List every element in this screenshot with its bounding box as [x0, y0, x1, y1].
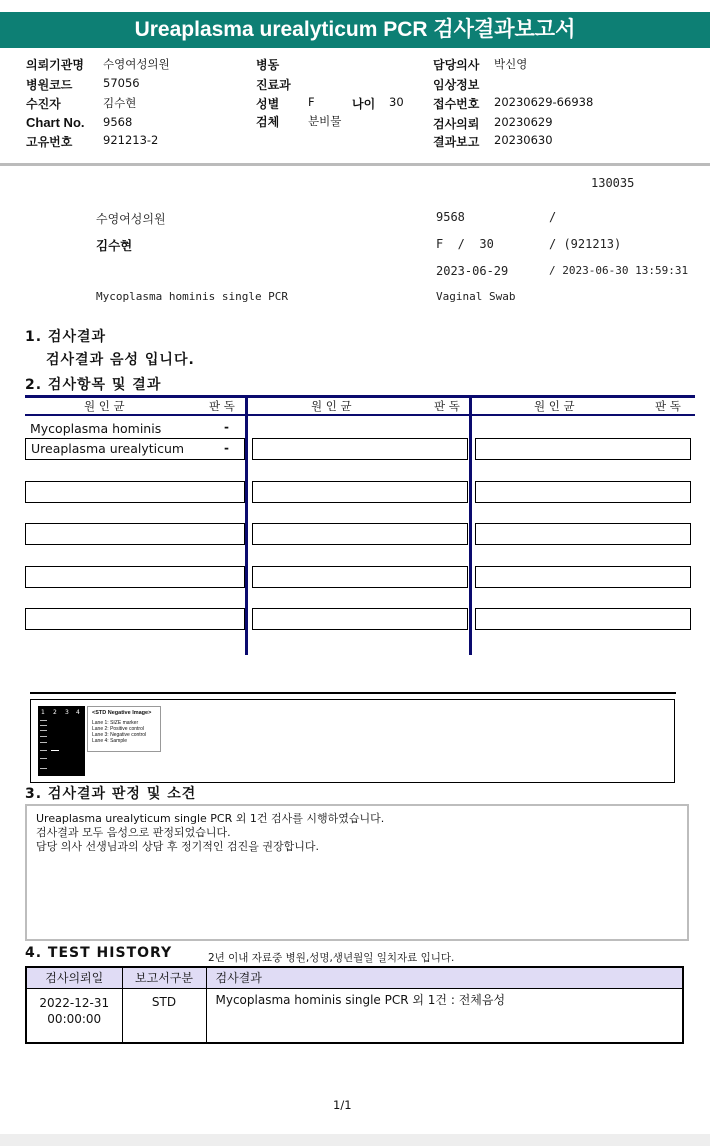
result-row-1: - [224, 420, 229, 434]
footer-band [0, 1134, 710, 1146]
gel-image-box [30, 699, 675, 783]
info-patient: 김수현 [96, 238, 133, 253]
info-chart: 9568 [436, 210, 465, 224]
empty-cell [252, 481, 468, 503]
lane-number: 2 [53, 709, 57, 716]
chart-no-value: 9568 [103, 115, 133, 129]
gel-band [40, 758, 47, 759]
doctor-value: 박신영 [494, 57, 528, 71]
pathogen-cell-row-2 [25, 438, 245, 460]
gel-card-title: <STD Negative Image> [92, 710, 152, 716]
patient-value: 김수현 [103, 96, 137, 110]
gel-band [40, 725, 47, 726]
header-divider [0, 163, 710, 166]
specimen-value: 분비물 [308, 114, 342, 128]
empty-cell [25, 608, 245, 630]
report-title: Ureaplasma urealyticum PCR 검사결과보고서 [0, 12, 710, 48]
receipt-no-label: 접수번호 [433, 97, 480, 111]
clinical-info-label: 임상정보 [433, 78, 480, 92]
gel-band [51, 750, 59, 751]
info-slash: / [549, 210, 557, 224]
history-col-date: 검사의뢰일 [26, 967, 122, 988]
opinion-box [25, 804, 689, 941]
hospital-code-value: 57056 [103, 76, 140, 90]
empty-cell [475, 608, 691, 630]
receipt-no-value: 20230629-66938 [494, 95, 594, 109]
history-date-cell [26, 988, 122, 1043]
opinion-line: 검사결과 모두 음성으로 판정되었습니다. [36, 826, 231, 839]
gel-card-line: Lane 1: SIZE marker [92, 720, 139, 726]
history-type: STD [122, 988, 206, 1043]
info-birth: / (921213) [549, 237, 622, 251]
section1-title: 1. 검사결과 [25, 329, 107, 345]
empty-cell [25, 566, 245, 588]
info-test-name: Mycoplasma hominis single PCR [96, 290, 289, 303]
info-sex-age: F / 30 [436, 237, 494, 251]
unique-no-label: 고유번호 [26, 135, 73, 149]
gel-band [40, 768, 47, 769]
hospital-code-label: 병원코드 [26, 78, 73, 92]
section3-title: 3. 검사결과 판정 및 소견 [25, 786, 197, 802]
results-table-divider-2 [469, 395, 472, 655]
results-table-top-rule [25, 395, 695, 398]
report-date-label: 결과보고 [433, 135, 480, 149]
pathogen-row-2: Ureaplasma urealyticum [31, 441, 185, 456]
col-header-pathogen-3: 원 인 균 [534, 399, 575, 413]
sex-value: F [308, 95, 315, 109]
results-table-divider-1 [245, 395, 248, 655]
gel-electrophoresis-image [38, 706, 85, 776]
info-request-date: 2023-06-29 [436, 264, 509, 278]
chart-no-label: Chart No. [26, 115, 85, 130]
report-code: 130035 [591, 176, 635, 190]
gel-band [40, 742, 47, 743]
empty-cell [252, 566, 468, 588]
gel-section-rule [30, 692, 676, 694]
history-table [25, 966, 684, 1044]
col-header-pathogen-2: 원 인 균 [311, 399, 352, 413]
empty-cell [252, 608, 468, 630]
gel-card-line: Lane 2: Positive control [92, 726, 144, 732]
pathogen-row-1: Mycoplasma hominis [30, 421, 162, 436]
section1-result-text: 검사결과 음성 입니다. [46, 352, 195, 368]
hospital-value: 수영여성의원 [103, 57, 170, 71]
empty-cell [252, 523, 468, 545]
section2-title: 2. 검사항목 및 결과 [25, 377, 162, 393]
result-row-2: - [224, 441, 229, 455]
gel-band [40, 750, 47, 751]
top-margin [0, 0, 710, 12]
empty-cell [475, 438, 691, 460]
report-date-value: 20230630 [494, 133, 553, 147]
age-label: 나이 [352, 97, 376, 111]
history-col-type: 보고서구분 [122, 967, 206, 988]
doctor-label: 담당의사 [433, 58, 480, 72]
col-header-result-2: 판 독 [434, 399, 460, 413]
unique-no-value: 921213-2 [103, 133, 159, 147]
dept-label: 진료과 [256, 78, 291, 92]
col-header-result-1: 판 독 [209, 399, 235, 413]
section4-title: 4. TEST HISTORY [25, 945, 173, 961]
request-date-value: 20230629 [494, 115, 553, 129]
gel-band [40, 720, 47, 721]
empty-cell [25, 523, 245, 545]
empty-cell [475, 481, 691, 503]
info-specimen: Vaginal Swab [436, 290, 516, 303]
page-number: 1/1 [333, 1098, 352, 1112]
history-date: 2022-12-31 [39, 995, 110, 1010]
history-col-result: 검사결과 [206, 967, 683, 988]
opinion-line: 담당 의사 선생님과의 상담 후 정기적인 검진을 권장합니다. [36, 840, 319, 853]
request-date-label: 검사의뢰 [433, 117, 480, 131]
age-value: 30 [389, 95, 404, 109]
empty-cell [25, 481, 245, 503]
gel-card-line: Lane 4: Sample [92, 738, 128, 744]
hospital-label: 의뢰기관명 [26, 58, 84, 72]
lane-number: 4 [76, 709, 80, 716]
lane-number: 3 [65, 709, 69, 716]
history-row [26, 988, 683, 1043]
specimen-label: 검체 [256, 115, 280, 129]
gel-band [40, 736, 47, 737]
opinion-line: Ureaplasma urealyticum single PCR 외 1건 검사를 시행하였습니다. [36, 812, 385, 825]
col-header-result-3: 판 독 [655, 399, 681, 413]
empty-cell [475, 566, 691, 588]
patient-label: 수진자 [26, 97, 61, 111]
results-table-header-rule [25, 414, 695, 416]
empty-cell [252, 438, 468, 460]
empty-cell [475, 523, 691, 545]
col-header-pathogen-1: 원 인 균 [84, 399, 125, 413]
history-note: 2년 이내 자료중 병원,성명,생년월일 일치자료 입니다. [208, 952, 455, 964]
sex-label: 성별 [256, 97, 280, 111]
gel-legend-card [87, 706, 161, 752]
info-hospital: 수영여성의원 [96, 212, 166, 226]
gel-band [40, 730, 47, 731]
lane-number: 1 [41, 709, 45, 716]
history-time: 00:00:00 [47, 1011, 102, 1026]
info-report-datetime: / 2023-06-30 13:59:31 [549, 264, 689, 277]
history-result: Mycoplasma hominis single PCR 외 1건 : 전체음성 [206, 988, 683, 1043]
ward-label: 병동 [256, 58, 280, 72]
gel-card-line: Lane 3: Negative control [92, 732, 147, 738]
